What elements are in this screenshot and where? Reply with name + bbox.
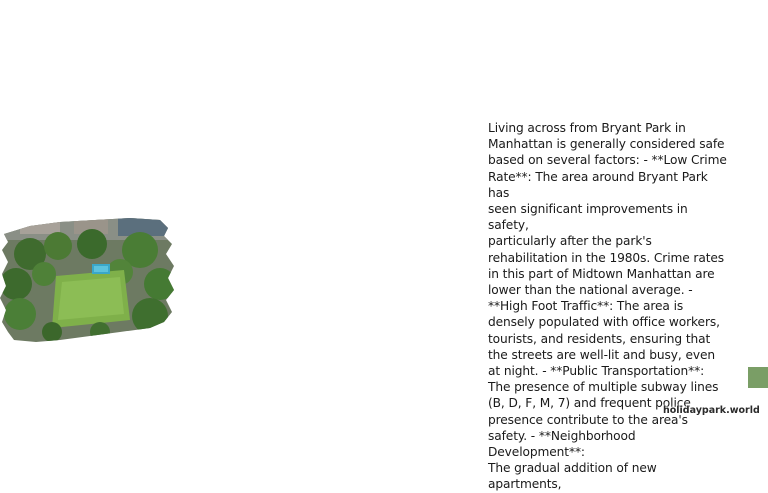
- watermark: holidaypark.world: [663, 405, 760, 416]
- accent-square-fill: [748, 367, 768, 388]
- bryant-park-aerial-photo: [0, 214, 176, 346]
- accent-square: [748, 367, 768, 388]
- article-body: Living across from Bryant Park in Manhattan is generally considered safe based on several factors: - **Low Crime Rate**: The area around Bryant Park has seen significant improvements in safety, particularly after the park's rehabilitation in the 1980s. Crime rates in this part of Midtown Manhattan are lower than the national average. - **High Foot Traffic**: The area is densely populated with office workers, tourists, and residents, ensuring that the streets are well-lit and busy, even at night. - **Public Transportation**: The presence of multiple subway lines (B, D, F, M, 7) and frequent police presence contribute to the area's safety. - **Neighborhood Development**: The gradual addition of new apartments,: [488, 121, 727, 492]
